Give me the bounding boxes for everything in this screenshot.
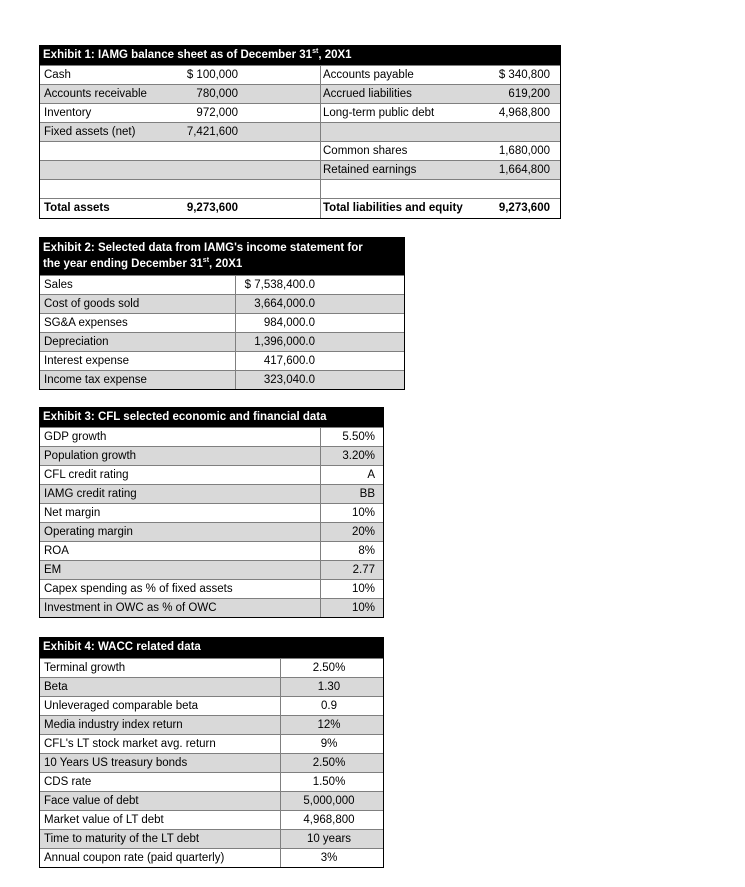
wacc-data-label: CFL's LT stock market avg. return [44, 738, 216, 750]
asset-value: 7,421,600 [186, 126, 238, 138]
economic-data-label: Investment in OWC as % of OWC [44, 602, 217, 614]
wacc-data-row [40, 677, 383, 696]
balance-sheet-row [40, 141, 560, 160]
exhibit-2-income-statement [39, 237, 405, 390]
wacc-data-row [40, 772, 383, 791]
income-statement-value: $ 7,538,400.0 [244, 279, 315, 291]
exhibit-2-title-line-2 [43, 256, 401, 272]
total-liabilities-equity-value: 9,273,600 [498, 202, 550, 214]
liability-value [470, 180, 550, 198]
exhibit-2-title-year: , 20X1 [209, 258, 243, 270]
total-liabilities-equity-label: Total liabilities and equity [323, 202, 463, 214]
wacc-data-value: 4,968,800 [303, 814, 355, 826]
total-assets-label: Total assets [44, 202, 110, 214]
asset-label: Inventory [44, 107, 92, 119]
balance-sheet-row [40, 160, 560, 179]
wacc-data-row [40, 791, 383, 810]
wacc-data-row [40, 848, 383, 867]
wacc-data-value: 1.30 [317, 681, 341, 693]
asset-value: 780,000 [196, 88, 238, 100]
balance-sheet-row [40, 122, 560, 141]
economic-data-label: ROA [44, 545, 69, 557]
wacc-data-row [40, 696, 383, 715]
wacc-data-label: Time to maturity of the LT debt [44, 833, 200, 845]
income-statement-row [40, 313, 404, 332]
economic-data-label: GDP growth [44, 431, 107, 443]
asset-label: Cash [44, 69, 71, 81]
asset-label: Accounts receivable [44, 88, 147, 100]
exhibit-1-title-text: Exhibit 1: IAMG balance sheet as of December 31 [43, 49, 313, 61]
exhibit-4-title: Exhibit 4: WACC related data [40, 638, 383, 658]
liability-value: 1,680,000 [498, 145, 550, 157]
wacc-data-row [40, 658, 383, 677]
wacc-data-label: Face value of debt [44, 795, 139, 807]
economic-data-label: Population growth [44, 450, 137, 462]
economic-data-row [40, 503, 383, 522]
economic-data-value: 10% [351, 602, 375, 614]
income-statement-row [40, 275, 404, 294]
asset-label: Fixed assets (net) [44, 126, 136, 138]
economic-data-label: IAMG credit rating [44, 488, 137, 500]
asset-value [140, 142, 238, 160]
wacc-data-row [40, 715, 383, 734]
liability-label: Accounts payable [323, 69, 414, 81]
economic-data-label: Operating margin [44, 526, 133, 538]
exhibit-2-title [40, 238, 404, 275]
income-statement-row [40, 370, 404, 389]
wacc-data-label: Media industry index return [44, 719, 183, 731]
wacc-data-value: 10 years [306, 833, 352, 845]
exhibit-1-title-year: , 20X1 [318, 49, 352, 61]
liability-label: Long-term public debt [323, 107, 435, 119]
liability-value: 1,664,800 [498, 164, 550, 176]
economic-data-row [40, 484, 383, 503]
exhibit-3-title: Exhibit 3: CFL selected economic and financial data [40, 408, 383, 427]
exhibit-1-title-sup: st [312, 48, 319, 56]
wacc-data-value: 0.9 [321, 700, 337, 712]
wacc-data-label: 10 Years US treasury bonds [44, 757, 188, 769]
economic-data-row [40, 522, 383, 541]
income-statement-value: 984,000.0 [263, 317, 315, 329]
liability-label: Accrued liabilities [323, 88, 412, 100]
economic-data-row [40, 560, 383, 579]
liability-value: 4,968,800 [498, 107, 550, 119]
income-statement-label: Cost of goods sold [44, 298, 140, 310]
economic-data-row [40, 427, 383, 446]
wacc-data-value: 3% [320, 852, 338, 864]
wacc-data-row [40, 753, 383, 772]
economic-data-value: BB [359, 488, 375, 500]
economic-data-label: EM [44, 564, 62, 576]
wacc-data-value: 5,000,000 [303, 795, 355, 807]
income-statement-row [40, 351, 404, 370]
wacc-data-label: Market value of LT debt [44, 814, 164, 826]
balance-sheet-row [40, 65, 560, 84]
asset-value: $ 100,000 [186, 69, 238, 81]
exhibit-2-title-line-1: Exhibit 2: Selected data from IAMG's income statement for [43, 242, 363, 254]
wacc-data-value: 12% [317, 719, 341, 731]
economic-data-value: 2.77 [352, 564, 375, 576]
exhibit-2-title-sup: st [202, 257, 210, 265]
asset-value [140, 161, 238, 179]
income-statement-value: 323,040.0 [263, 374, 315, 386]
exhibit-1-total-row [40, 198, 560, 218]
asset-value [140, 180, 238, 198]
wacc-data-label: CDS rate [44, 776, 92, 788]
economic-data-label: Capex spending as % of fixed assets [44, 583, 233, 595]
exhibit-1-balance-sheet [39, 45, 561, 219]
exhibit-3-economic-data [39, 407, 384, 618]
wacc-data-value: 2.50% [312, 757, 346, 769]
wacc-data-label: Annual coupon rate (paid quarterly) [44, 852, 225, 864]
income-statement-value: 417,600.0 [263, 355, 315, 367]
income-statement-label: SG&A expenses [44, 317, 128, 329]
exhibit-1-title [40, 46, 560, 65]
exhibit-4-wacc-data [39, 637, 384, 868]
wacc-data-value: 9% [320, 738, 338, 750]
wacc-data-label: Terminal growth [44, 662, 126, 674]
income-statement-value: 3,664,000.0 [254, 298, 315, 310]
economic-data-value: 10% [351, 583, 375, 595]
wacc-data-row [40, 829, 383, 848]
liability-label: Retained earnings [323, 164, 417, 176]
income-statement-label: Sales [44, 279, 73, 291]
economic-data-value: 10% [351, 507, 375, 519]
wacc-data-value: 1.50% [312, 776, 346, 788]
income-statement-label: Income tax expense [44, 374, 147, 386]
economic-data-value: 5.50% [342, 431, 375, 443]
liability-value: $ 340,800 [498, 69, 550, 81]
exhibit-2-title-line-2-text: the year ending December 31 [43, 258, 203, 270]
liability-value [470, 123, 550, 141]
wacc-data-label: Unleveraged comparable beta [44, 700, 199, 712]
income-statement-label: Depreciation [44, 336, 109, 348]
income-statement-row [40, 294, 404, 313]
wacc-data-row [40, 810, 383, 829]
economic-data-label: CFL credit rating [44, 469, 129, 481]
economic-data-row [40, 465, 383, 484]
balance-sheet-row [40, 84, 560, 103]
income-statement-label: Interest expense [44, 355, 130, 367]
economic-data-row [40, 598, 383, 617]
economic-data-value: A [367, 469, 375, 481]
economic-data-row [40, 446, 383, 465]
economic-data-row [40, 541, 383, 560]
wacc-data-row [40, 734, 383, 753]
wacc-data-label: Beta [44, 681, 68, 693]
total-assets-value: 9,273,600 [186, 202, 238, 214]
balance-sheet-row [40, 179, 560, 198]
liability-label: Common shares [323, 145, 408, 157]
economic-data-value: 3.20% [342, 450, 375, 462]
balance-sheet-row [40, 103, 560, 122]
liability-value: 619,200 [508, 88, 550, 100]
economic-data-value: 8% [358, 545, 375, 557]
asset-value: 972,000 [196, 107, 238, 119]
economic-data-row [40, 579, 383, 598]
economic-data-label: Net margin [44, 507, 101, 519]
economic-data-value: 20% [351, 526, 375, 538]
wacc-data-value: 2.50% [312, 662, 346, 674]
income-statement-row [40, 332, 404, 351]
income-statement-value: 1,396,000.0 [254, 336, 315, 348]
